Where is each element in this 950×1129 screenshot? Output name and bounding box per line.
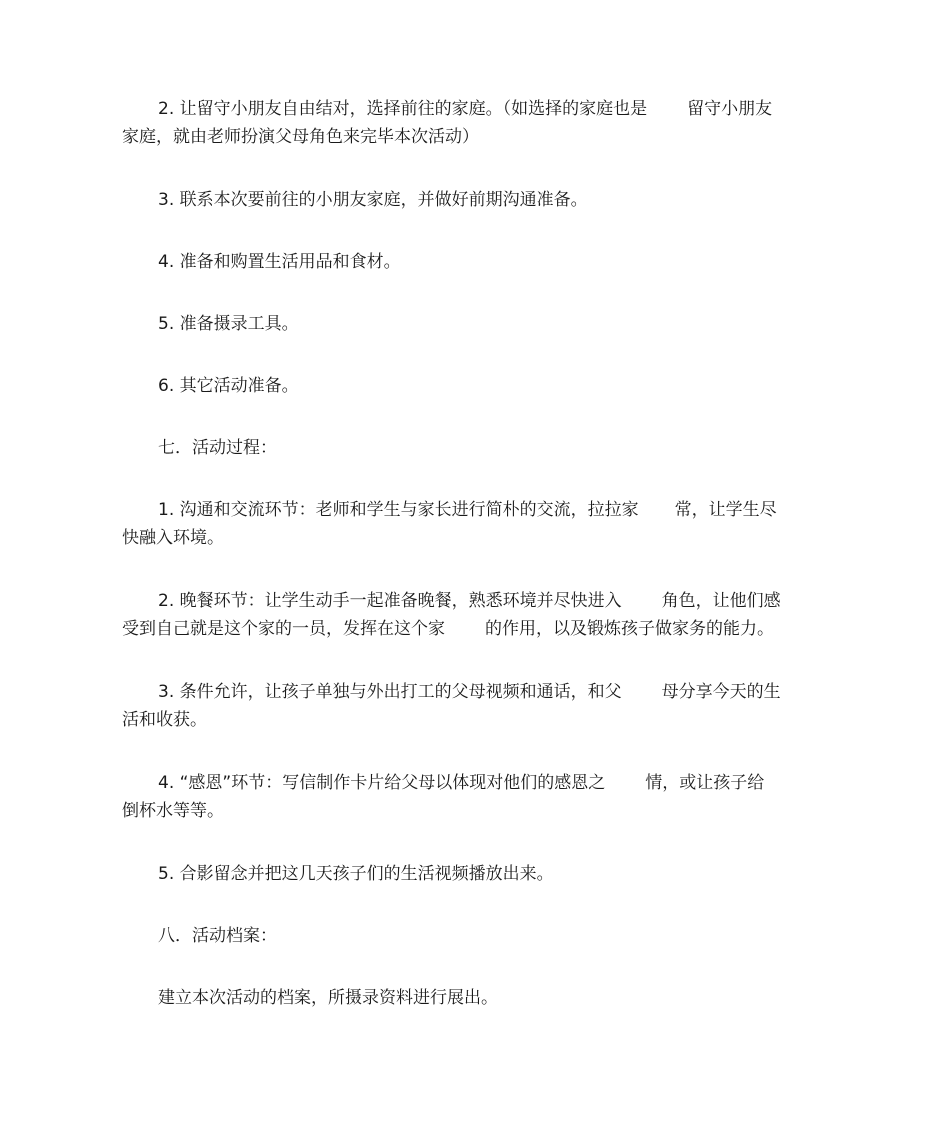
text-line: 2. 晚餐环节：让学生动手一起准备晚餐，熟悉环境并尽快进入 角色，让他们感 (158, 591, 781, 611)
paragraph-process-2 (122, 587, 822, 643)
section-heading-8 (122, 922, 822, 950)
paragraph-prep-3 (122, 186, 822, 214)
paragraph-prep-5 (122, 310, 822, 338)
text-line: 5. 准备摄录工具。 (158, 314, 299, 334)
text-line: 家庭，就由老师扮演父母角色来完毕本次活动） (122, 127, 479, 147)
text-line: 2. 让留守小朋友自由结对，选择前往的家庭。（如选择的家庭也是 留守小朋友 (158, 99, 773, 119)
text-line: 6. 其它活动准备。 (158, 376, 299, 396)
text-line: 4. 准备和购置生活用品和食材。 (158, 252, 401, 272)
text-line: 活和收获。 (122, 710, 207, 730)
text-line: 八．活动档案： (158, 926, 277, 946)
paragraph-prep-4 (122, 248, 822, 276)
paragraph-process-4 (122, 769, 822, 825)
paragraph-process-1 (122, 496, 822, 552)
paragraph-prep-6 (122, 372, 822, 400)
text-line: 1. 沟通和交流环节：老师和学生与家长进行简朴的交流，拉拉家 常，让学生尽 (158, 500, 777, 520)
text-line: 3. 条件允许，让孩子单独与外出打工的父母视频和通话，和父 母分享今天的生 (158, 682, 781, 702)
text-line: 受到自己就是这个家的一员，发挥在这个家 的作用，以及锻炼孩子做家务的能力。 (122, 619, 774, 639)
paragraph-process-3 (122, 678, 822, 734)
text-line: 4. “感恩”环节：写信制作卡片给父母以体现对他们的感恩之 情，或让孩子给 (158, 773, 765, 793)
section-heading-7 (122, 434, 822, 462)
text-line: 倒杯水等等。 (122, 801, 224, 821)
text-line: 建立本次活动的档案，所摄录资料进行展出。 (158, 988, 498, 1008)
text-line: 3. 联系本次要前往的小朋友家庭，并做好前期沟通准备。 (158, 190, 588, 210)
text-line: 七．活动过程： (158, 438, 277, 458)
text-line: 5. 合影留念并把这几天孩子们的生活视频播放出来。 (158, 864, 554, 884)
paragraph-prep-2 (122, 95, 822, 151)
paragraph-archive (122, 984, 822, 1012)
paragraph-process-5 (122, 860, 822, 888)
text-line: 快融入环境。 (122, 528, 224, 548)
